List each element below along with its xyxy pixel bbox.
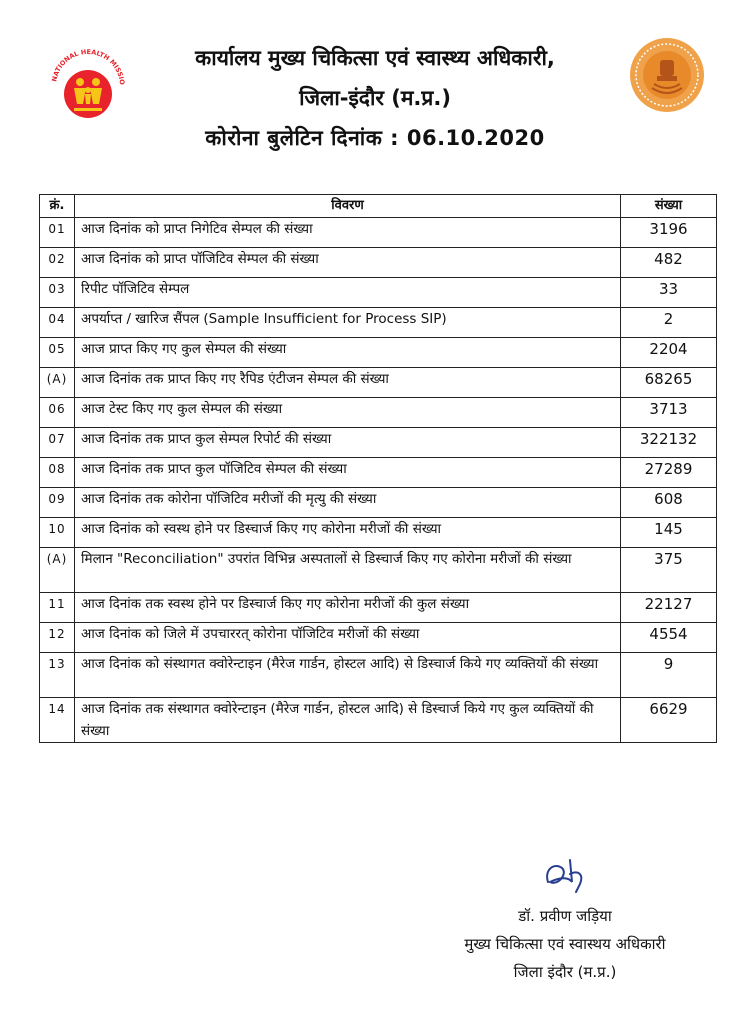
row-description: आज दिनांक को प्राप्त निगेटिव सेम्पल की संख्या [75, 218, 621, 248]
row-serial: 12 [40, 623, 75, 653]
table-row [40, 698, 717, 743]
row-count: 27289 [621, 458, 717, 488]
row-description: अपर्याप्त / खारिज सैंपल (Sample Insufficient for Process SIP) [75, 308, 621, 338]
signatory-designation: मुख्य चिकित्सा एवं स्वास्थय अधिकारी [464, 935, 666, 953]
office-title: कार्यालय मुख्य चिकित्सा एवं स्वास्थ्य अधिकारी, [195, 46, 555, 70]
row-serial: 05 [40, 338, 75, 368]
table-row [40, 593, 717, 623]
table-header-row [40, 195, 717, 218]
row-description: आज दिनांक तक संस्थागत क्वोरेन्टाइन (मैरेज गार्डन, होस्टल आदि) से डिस्चार्ज किये गए कुल व्यक्तियों की संख्या [75, 698, 621, 743]
row-serial: 06 [40, 398, 75, 428]
row-serial: 04 [40, 308, 75, 338]
row-serial: 02 [40, 248, 75, 278]
header-description: विवरण [75, 195, 621, 218]
table-row [40, 458, 717, 488]
row-serial: 03 [40, 278, 75, 308]
row-count: 6629 [621, 698, 717, 743]
row-serial: 08 [40, 458, 75, 488]
row-count: 482 [621, 248, 717, 278]
row-serial: (A) [40, 548, 75, 593]
row-description: आज दिनांक को स्वस्थ होने पर डिस्चार्ज किए गए कोरोना मरीजों की संख्या [75, 518, 621, 548]
madhya-pradesh-emblem [628, 36, 706, 114]
table-row [40, 428, 717, 458]
row-serial: 10 [40, 518, 75, 548]
row-count: 9 [621, 653, 717, 698]
svg-text:NATIONAL HEALTH MISSION: NATIONAL HEALTH MISSIO [50, 47, 127, 86]
signature-icon [540, 852, 600, 898]
header-serial: क्रं. [40, 195, 75, 218]
national-health-mission-logo [44, 40, 132, 128]
row-description: आज प्राप्त किए गए कुल सेम्पल की संख्या [75, 338, 621, 368]
signatory-name: डॉ. प्रवीण जड़िया [518, 907, 612, 925]
row-count: 608 [621, 488, 717, 518]
row-count: 22127 [621, 593, 717, 623]
row-serial: 14 [40, 698, 75, 743]
row-description: आज टेस्ट किए गए कुल सेम्पल की संख्या [75, 398, 621, 428]
district-title: जिला-इंदौर (म.प्र.) [299, 86, 451, 110]
row-description: आज दिनांक तक प्राप्त कुल पॉजिटिव सेम्पल की संख्या [75, 458, 621, 488]
row-count: 145 [621, 518, 717, 548]
row-serial: (A) [40, 368, 75, 398]
table-row [40, 308, 717, 338]
row-count: 2204 [621, 338, 717, 368]
row-description: आज दिनांक तक स्वस्थ होने पर डिस्चार्ज किए गए कोरोना मरीजों की कुल संख्या [75, 593, 621, 623]
row-count: 2 [621, 308, 717, 338]
table-row [40, 623, 717, 653]
row-description: आज दिनांक को जिले में उपचाररत् कोरोना पॉजिटिव मरीजों की संख्या [75, 623, 621, 653]
signatory-location: जिला इंदौर (म.प्र.) [513, 963, 617, 981]
table-row [40, 488, 717, 518]
table-row [40, 278, 717, 308]
row-serial: 07 [40, 428, 75, 458]
row-count: 4554 [621, 623, 717, 653]
row-serial: 01 [40, 218, 75, 248]
bulletin-date-title: कोरोना बुलेटिन दिनांक : 06.10.2020 [205, 126, 545, 150]
row-description: आज दिनांक तक कोरोना पॉजिटिव मरीजों की मृत्यु की संख्या [75, 488, 621, 518]
row-count: 3196 [621, 218, 717, 248]
row-count: 33 [621, 278, 717, 308]
row-description: रिपीट पॉजिटिव सेम्पल [75, 278, 621, 308]
row-description: मिलान "Reconciliation" उपरांत विभिन्न अस्पतालों से डिस्चार्ज किए गए कोरोना मरीजों की संख्या [75, 548, 621, 593]
table-row [40, 518, 717, 548]
table-row [40, 218, 717, 248]
row-serial: 11 [40, 593, 75, 623]
row-serial: 13 [40, 653, 75, 698]
table-row [40, 248, 717, 278]
bulletin-table [39, 194, 717, 743]
table-row [40, 548, 717, 593]
row-count: 322132 [621, 428, 717, 458]
row-count: 375 [621, 548, 717, 593]
row-count: 3713 [621, 398, 717, 428]
row-description: आज दिनांक को संस्थागत क्वोरेन्टाइन (मैरेज गार्डन, होस्टल आदि) से डिस्चार्ज किये गए व्यक्तियों की संख्या [75, 653, 621, 698]
row-serial: 09 [40, 488, 75, 518]
table-row [40, 398, 717, 428]
row-count: 68265 [621, 368, 717, 398]
row-description: आज दिनांक तक प्राप्त किए गए रैपिड एंटीजन सेम्पल की संख्या [75, 368, 621, 398]
row-description: आज दिनांक को प्राप्त पॉजिटिव सेम्पल की संख्या [75, 248, 621, 278]
table-row [40, 653, 717, 698]
header-count: संख्या [621, 195, 717, 218]
table-row [40, 368, 717, 398]
row-description: आज दिनांक तक प्राप्त कुल सेम्पल रिपोर्ट की संख्या [75, 428, 621, 458]
table-row [40, 338, 717, 368]
